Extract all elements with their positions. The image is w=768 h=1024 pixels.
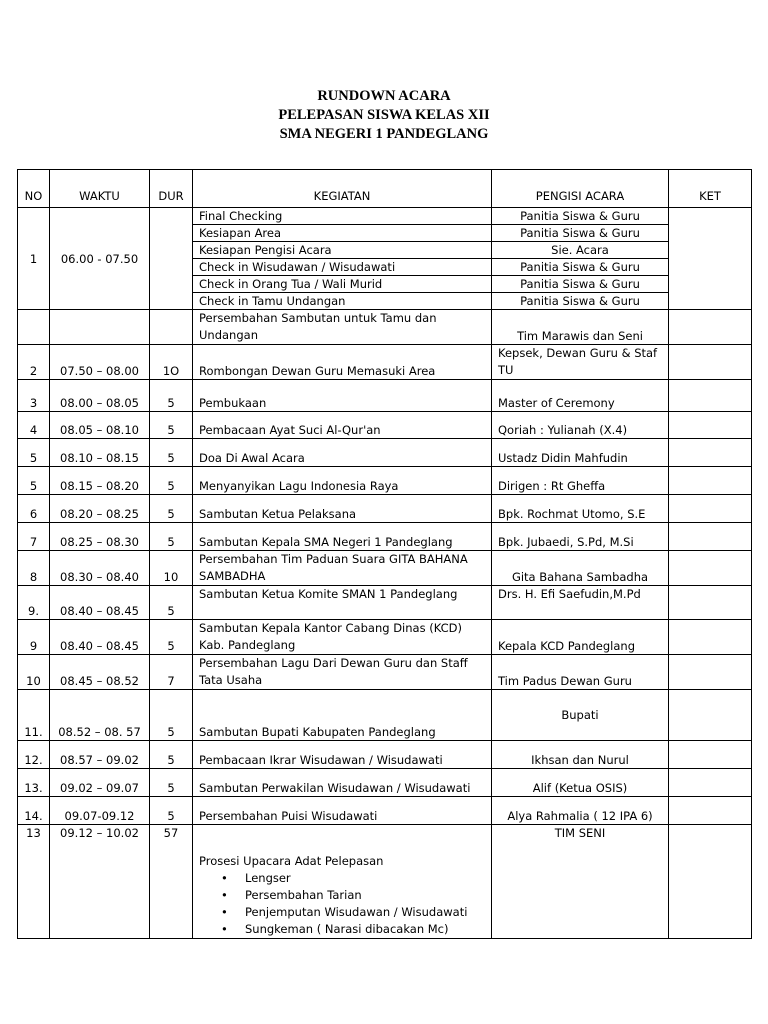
cell-pengisi: Tim Marawis dan Seni — [492, 310, 669, 345]
cell-no: 3 — [18, 380, 50, 412]
cell-ket — [669, 586, 752, 620]
cell-pengisi: Bpk. Rochmat Utomo, S.E — [492, 495, 669, 523]
cell-pengisi: Ikhsan dan Nurul — [492, 741, 669, 769]
table-row — [18, 345, 752, 380]
table-row — [18, 586, 752, 620]
cell-pengisi: Ustadz Didin Mahfudin — [492, 439, 669, 467]
table-row — [18, 825, 752, 939]
cell-dur: 5 — [150, 467, 193, 495]
table-row — [18, 690, 752, 741]
cell-no: 7 — [18, 523, 50, 551]
cell-no: 5 — [18, 467, 50, 495]
cell-dur: 5 — [150, 620, 193, 655]
cell-waktu: 09.02 – 09.07 — [50, 769, 150, 797]
cell-pengisi: Panitia Siswa & Guru — [492, 293, 669, 310]
table-row — [18, 797, 752, 825]
cell-ket — [669, 310, 752, 345]
list-item: • Sungkeman ( Narasi dibacakan Mc) — [203, 921, 489, 938]
cell-waktu: 08.30 – 08.40 — [50, 551, 150, 586]
cell-dur: 57 — [150, 825, 193, 939]
cell-ket — [669, 439, 752, 467]
table-row — [18, 769, 752, 797]
cell-kegiatan-prosesi — [193, 825, 492, 939]
cell-dur: 10 — [150, 551, 193, 586]
cell-no: 9 — [18, 620, 50, 655]
cell-waktu — [50, 310, 150, 345]
cell-ket — [669, 412, 752, 439]
cell-no: 9. — [18, 586, 50, 620]
cell-dur — [150, 208, 193, 310]
cell-no: 6 — [18, 495, 50, 523]
cell-kegiatan: Sambutan Ketua Komite SMAN 1 Pandeglang — [193, 586, 492, 620]
cell-waktu: 09.07-09.12 — [50, 797, 150, 825]
cell-pengisi: TIM SENI — [492, 825, 669, 939]
cell-pengisi: Panitia Siswa & Guru — [492, 259, 669, 276]
cell-dur — [150, 310, 193, 345]
title-line-1: RUNDOWN ACARA — [317, 88, 451, 104]
cell-kegiatan: Pembukaan — [193, 380, 492, 412]
cell-kegiatan: Rombongan Dewan Guru Memasuki Area — [193, 345, 492, 380]
prosesi-list — [199, 870, 489, 938]
header-no: NO — [18, 170, 50, 208]
cell-kegiatan: Check in Wisudawan / Wisudawati — [193, 259, 492, 276]
header-waktu: WAKTU — [50, 170, 150, 208]
cell-waktu: 08.57 – 09.02 — [50, 741, 150, 769]
cell-kegiatan: Sambutan Ketua Pelaksana — [193, 495, 492, 523]
cell-pengisi: Sie. Acara — [492, 242, 669, 259]
cell-waktu: 08.05 – 08.10 — [50, 412, 150, 439]
cell-ket — [669, 741, 752, 769]
cell-no: 14. — [18, 797, 50, 825]
cell-kegiatan: Pembacaan Ikrar Wisudawan / Wisudawati — [193, 741, 492, 769]
table-row — [18, 310, 752, 345]
cell-kegiatan: Persembahan Sambutan untuk Tamu dan Undangan — [193, 310, 492, 345]
cell-no: 4 — [18, 412, 50, 439]
cell-waktu: 08.40 – 08.45 — [50, 620, 150, 655]
rundown-table — [17, 169, 752, 939]
table-row — [18, 551, 752, 586]
cell-pengisi: Panitia Siswa & Guru — [492, 276, 669, 293]
cell-waktu: 08.20 – 08.25 — [50, 495, 150, 523]
table-row — [18, 620, 752, 655]
cell-no: 8 — [18, 551, 50, 586]
cell-pengisi: Kepsek, Dewan Guru & Staf TU — [492, 345, 669, 380]
cell-dur: 5 — [150, 797, 193, 825]
cell-kegiatan: Sambutan Kepala Kantor Cabang Dinas (KCD) Kab. Pandeglang — [193, 620, 492, 655]
cell-pengisi: Gita Bahana Sambadha — [492, 551, 669, 586]
cell-waktu: 08.00 – 08.05 — [50, 380, 150, 412]
cell-kegiatan: Sambutan Kepala SMA Negeri 1 Pandeglang — [193, 523, 492, 551]
cell-kegiatan: Sambutan Bupati Kabupaten Pandeglang — [193, 690, 492, 741]
header-dur: DUR — [150, 170, 193, 208]
cell-waktu: 06.00 - 07.50 — [50, 208, 150, 310]
cell-dur: 5 — [150, 690, 193, 741]
cell-kegiatan: Check in Orang Tua / Wali Murid — [193, 276, 492, 293]
cell-waktu: 07.50 – 08.00 — [50, 345, 150, 380]
cell-pengisi: Drs. H. Efi Saefudin,M.Pd — [492, 586, 669, 620]
cell-dur: 5 — [150, 769, 193, 797]
cell-dur: 5 — [150, 495, 193, 523]
cell-no — [18, 310, 50, 345]
cell-dur: 5 — [150, 741, 193, 769]
header-kegiatan: KEGIATAN — [193, 170, 492, 208]
cell-ket — [669, 769, 752, 797]
cell-dur: 5 — [150, 412, 193, 439]
cell-no: 10 — [18, 655, 50, 690]
cell-dur: 5 — [150, 439, 193, 467]
table-row — [18, 208, 752, 225]
cell-ket — [669, 380, 752, 412]
cell-waktu: 08.45 – 08.52 — [50, 655, 150, 690]
cell-waktu: 08.40 – 08.45 — [50, 586, 150, 620]
cell-kegiatan: Kesiapan Area — [193, 225, 492, 242]
cell-pengisi: Kepala KCD Pandeglang — [492, 620, 669, 655]
cell-kegiatan: Check in Tamu Undangan — [193, 293, 492, 310]
cell-ket — [669, 825, 752, 939]
cell-pengisi: Qoriah : Yulianah (X.4) — [492, 412, 669, 439]
cell-ket — [669, 523, 752, 551]
cell-kegiatan: Final Checking — [193, 208, 492, 225]
cell-dur: 1O — [150, 345, 193, 380]
table-row — [18, 523, 752, 551]
cell-kegiatan: Persembahan Puisi Wisudawati — [193, 797, 492, 825]
cell-pengisi: Panitia Siswa & Guru — [492, 208, 669, 225]
table-row — [18, 380, 752, 412]
cell-dur: 5 — [150, 380, 193, 412]
cell-ket — [669, 551, 752, 586]
cell-kegiatan: Persembahan Tim Paduan Suara GITA BAHANA SAMBADHA — [193, 551, 492, 586]
cell-no: 2 — [18, 345, 50, 380]
header-ket: KET — [669, 170, 752, 208]
cell-no: 13. — [18, 769, 50, 797]
cell-ket — [669, 208, 752, 310]
header-row — [18, 170, 752, 208]
cell-ket — [669, 345, 752, 380]
cell-dur: 5 — [150, 586, 193, 620]
cell-ket — [669, 655, 752, 690]
cell-pengisi: Dirigen : Rt Gheffa — [492, 467, 669, 495]
cell-dur: 7 — [150, 655, 193, 690]
list-item: • Penjemputan Wisudawan / Wisudawati — [203, 904, 489, 921]
cell-pengisi: Alif (Ketua OSIS) — [492, 769, 669, 797]
prosesi-title: Prosesi Upacara Adat Pelepasan — [199, 854, 384, 868]
cell-waktu: 08.15 – 08.20 — [50, 467, 150, 495]
list-item: • Persembahan Tarian — [203, 887, 489, 904]
cell-kegiatan: Sambutan Perwakilan Wisudawan / Wisudawati — [193, 769, 492, 797]
cell-pengisi: Panitia Siswa & Guru — [492, 225, 669, 242]
cell-kegiatan: Pembacaan Ayat Suci Al-Qur'an — [193, 412, 492, 439]
cell-waktu: 08.10 – 08.15 — [50, 439, 150, 467]
cell-no: 11. — [18, 690, 50, 741]
cell-no: 13 — [18, 825, 50, 939]
cell-ket — [669, 690, 752, 741]
cell-kegiatan: Kesiapan Pengisi Acara — [193, 242, 492, 259]
cell-pengisi: Master of Ceremony — [492, 380, 669, 412]
cell-ket — [669, 495, 752, 523]
table-row — [18, 741, 752, 769]
title-line-3: SMA NEGERI 1 PANDEGLANG — [279, 126, 489, 142]
cell-pengisi: Bpk. Jubaedi, S.Pd, M.Si — [492, 523, 669, 551]
table-row — [18, 467, 752, 495]
cell-pengisi: Bupati — [492, 690, 669, 741]
cell-kegiatan: Menyanyikan Lagu Indonesia Raya — [193, 467, 492, 495]
cell-no: 5 — [18, 439, 50, 467]
cell-waktu: 08.25 – 08.30 — [50, 523, 150, 551]
title-line-2: PELEPASAN SISWA KELAS XII — [278, 107, 490, 123]
cell-ket — [669, 797, 752, 825]
cell-waktu: 09.12 – 10.02 — [50, 825, 150, 939]
cell-ket — [669, 467, 752, 495]
cell-no: 1 — [18, 208, 50, 310]
table-row — [18, 412, 752, 439]
header-pengisi: PENGISI ACARA — [492, 170, 669, 208]
cell-pengisi: Alya Rahmalia ( 12 IPA 6) — [492, 797, 669, 825]
cell-kegiatan: Persembahan Lagu Dari Dewan Guru dan Staff Tata Usaha — [193, 655, 492, 690]
cell-pengisi: Tim Padus Dewan Guru — [492, 655, 669, 690]
cell-kegiatan: Doa Di Awal Acara — [193, 439, 492, 467]
cell-dur: 5 — [150, 523, 193, 551]
table-row — [18, 495, 752, 523]
cell-no: 12. — [18, 741, 50, 769]
list-item: • Lengser — [203, 870, 489, 887]
cell-ket — [669, 620, 752, 655]
table-row — [18, 655, 752, 690]
cell-waktu: 08.52 – 08. 57 — [50, 690, 150, 741]
table-row — [18, 439, 752, 467]
